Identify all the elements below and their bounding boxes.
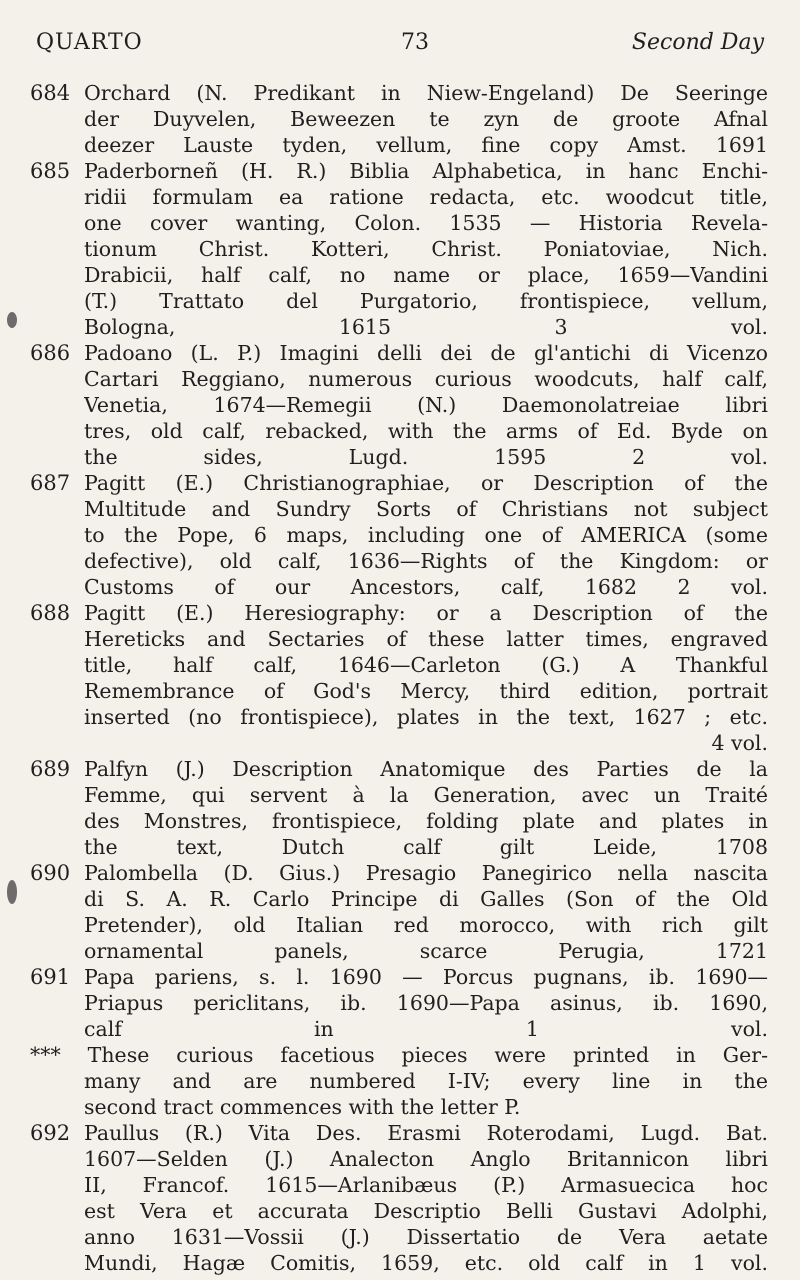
entry-line: 4 vol. <box>711 731 768 755</box>
entry-line: tionum Christ. Kotteri, Christ. Poniatoviae, Nich. <box>84 237 768 261</box>
entry-line: title, half calf, 1646—Carleton (G.) A Thankful <box>84 653 768 677</box>
entry-line: II, Francof. 1615—Arlanibæus (P.) Armasuecica hoc <box>84 1173 768 1197</box>
entry-line: est Vera et accurata Descriptio Belli Gustavi Adolphi, <box>84 1199 768 1223</box>
lot-number: 688 <box>30 601 71 625</box>
sale-day-label: Second Day <box>631 30 764 55</box>
lot-number: 686 <box>30 341 71 365</box>
catalogue-entry <box>30 158 768 340</box>
entry-line: Mundi, Hagæ Comitis, 1659, etc. old calf in 1 vol. <box>84 1251 768 1275</box>
entry-line: ornamental panels, scarce Perugia, 1721 <box>84 939 768 963</box>
entry-line: Papa pariens, s. l. 1690 — Porcus pugnans, ib. 1690— <box>84 965 768 989</box>
entry-line: Customs of our Ancestors, calf, 1682 2 vol. <box>84 575 768 599</box>
entry-line: Palfyn (J.) Description Anatomique des Parties de la <box>84 757 768 781</box>
entry-line: calf in 1 vol. <box>84 1017 768 1041</box>
entry-line: the sides, Lugd. 1595 2 vol. <box>84 445 768 469</box>
entry-line: defective), old calf, 1636—Rights of the Kingdom: or <box>84 549 768 573</box>
catalogue-entry <box>30 80 768 158</box>
entry-line: (T.) Trattato del Purgatorio, frontispiece, vellum, <box>84 289 768 313</box>
entry-note-line: many and are numbered I-IV; every line in the <box>84 1069 768 1093</box>
entry-line: tres, old calf, rebacked, with the arms of Ed. Byde on <box>84 419 768 443</box>
entry-line: Pagitt (E.) Heresiography: or a Description of the <box>84 601 768 625</box>
catalogue-entry <box>30 1120 768 1276</box>
entry-line: Paullus (R.) Vita Des. Erasmi Roterodami, Lugd. Bat. <box>84 1121 768 1145</box>
lot-number: 690 <box>30 861 71 885</box>
catalogue-entry <box>30 964 768 1120</box>
entry-line: der Duyvelen, Beweezen te zyn de groote Afnal <box>84 107 768 131</box>
entry-line: di S. A. R. Carlo Principe di Galles (Son of the Old <box>84 887 768 911</box>
entry-line: 1607—Selden (J.) Analecton Anglo Britannicon libri <box>84 1147 768 1171</box>
catalogue-entry <box>30 756 768 860</box>
entry-line: Hereticks and Sectaries of these latter times, engraved <box>84 627 768 651</box>
entry-line: Remembrance of God's Mercy, third edition, portrait <box>84 679 768 703</box>
entry-line: inserted (no frontispiece), plates in the text, 1627 ; etc. <box>84 705 768 729</box>
entry-line: Cartari Reggiano, numerous curious woodcuts, half calf, <box>84 367 768 391</box>
entry-line: Priapus periclitans, ib. 1690—Papa asinus, ib. 1690, <box>84 991 768 1015</box>
lot-number: 687 <box>30 471 71 495</box>
entry-line: the text, Dutch calf gilt Leide, 1708 <box>84 835 768 859</box>
ink-spot <box>7 312 17 328</box>
entry-line: Bologna, 1615 3 vol. <box>84 315 768 339</box>
lot-number: 689 <box>30 757 71 781</box>
ink-spot <box>7 880 17 904</box>
entry-line: anno 1631—Vossii (J.) Dissertatio de Vera aetate <box>84 1225 768 1249</box>
lot-number: 685 <box>30 159 71 183</box>
catalogue-entry <box>30 600 768 756</box>
entry-line: one cover wanting, Colon. 1535 — Historia Revela- <box>84 211 768 235</box>
entry-line: Venetia, 1674—Remegii (N.) Daemonolatreiae libri <box>84 393 768 417</box>
page-header <box>36 30 764 60</box>
entry-line: Femme, qui servent à la Generation, avec un Traité <box>84 783 768 807</box>
entry-line: Pagitt (E.) Christianographiae, or Description of the <box>84 471 768 495</box>
entry-line: to the Pope, 6 maps, including one of AMERICA (some <box>84 523 768 547</box>
entry-line: Pretender), old Italian red morocco, with rich gilt <box>84 913 768 937</box>
lot-number: 692 <box>30 1121 71 1145</box>
catalogue-entry <box>30 340 768 470</box>
catalogue-entries <box>30 80 768 1276</box>
catalogue-entry <box>30 860 768 964</box>
entry-line: ridii formulam ea ratione redacta, etc. woodcut title, <box>84 185 768 209</box>
page-number: 73 <box>401 30 429 55</box>
format-label: QUARTO <box>36 30 143 55</box>
entry-line: Multitude and Sundry Sorts of Christians not subject <box>84 497 768 521</box>
entry-note-line: second tract commences with the letter P. <box>84 1095 521 1119</box>
catalogue-entry <box>30 470 768 600</box>
entry-line: Orchard (N. Predikant in Niew-Engeland) De Seeringe <box>84 81 768 105</box>
entry-line: Padoano (L. P.) Imagini delli dei de gl'antichi di Vicenzo <box>84 341 768 365</box>
entry-line: Drabicii, half calf, no name or place, 1659—Vandini <box>84 263 768 287</box>
lot-number: 684 <box>30 81 71 105</box>
lot-number: 691 <box>30 965 71 989</box>
entry-line: deezer Lauste tyden, vellum, fine copy Amst. 1691 <box>84 133 768 157</box>
entry-note-line: *** These curious facetious pieces were printed in Ger- <box>30 1043 768 1067</box>
entry-line: Paderborneñ (H. R.) Biblia Alphabetica, in hanc Enchi- <box>84 159 768 183</box>
entry-line: des Monstres, frontispiece, folding plate and plates in <box>84 809 768 833</box>
entry-line: Palombella (D. Gius.) Presagio Panegirico nella nascita <box>84 861 768 885</box>
